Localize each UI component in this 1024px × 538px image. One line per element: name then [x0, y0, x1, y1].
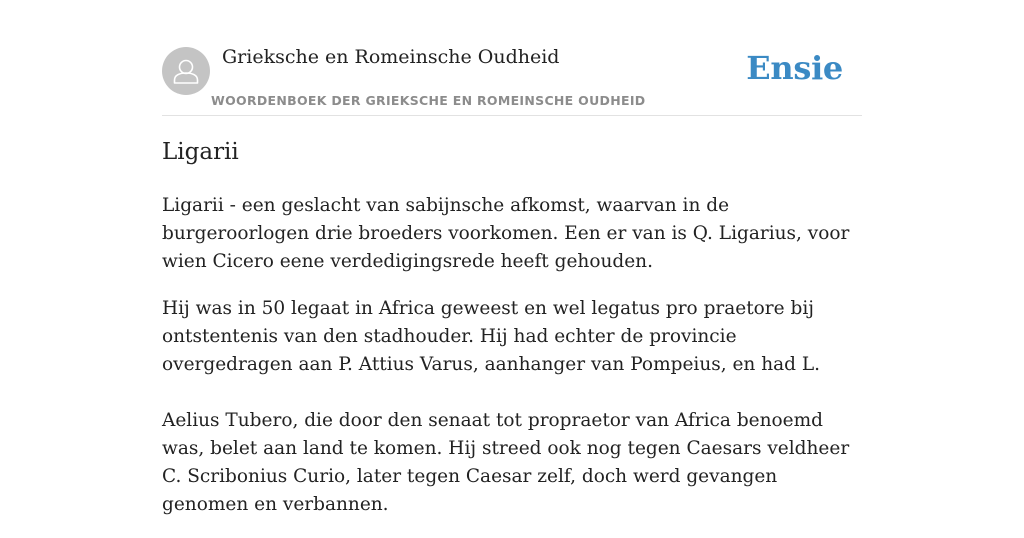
- avatar[interactable]: [162, 47, 210, 95]
- user-icon: [162, 47, 210, 95]
- entry-paragraph: Aelius Tubero, die door den senaat tot propraetor van Africa benoemd was, belet aan land te komen. Hij streed ook nog tegen Caesars veldheer C. Scribonius Curio, later tegen Caesar zelf, doch werd gevangen genomen en verbannen.: [162, 410, 850, 515]
- entry-paragraph: Hij was in 50 legaat in Africa geweest en wel legatus pro praetore bij ontstentenis van den stadhouder. Hij had echter de provincie overgedragen aan P. Attius Varus, aanhanger van Pompeius, en had L.: [162, 298, 821, 375]
- brand-logo[interactable]: Ensie: [746, 49, 843, 87]
- entry-title: Ligarii: [162, 139, 239, 165]
- source-title[interactable]: Grieksche en Romeinsche Oudheid: [222, 46, 560, 68]
- source-subtitle[interactable]: WOORDENBOEK DER GRIEKSCHE EN ROMEINSCHE OUDHEID: [211, 93, 646, 108]
- entry-body: [162, 192, 862, 538]
- entry-paragraph: Ligarii - een geslacht van sabijnsche afkomst, waarvan in de burgeroorlogen drie broeders voorkomen. Een er van is Q. Ligarius, voor wien Cicero eene verdedigingsrede heeft gehouden.: [162, 195, 850, 272]
- header-divider: [162, 115, 862, 116]
